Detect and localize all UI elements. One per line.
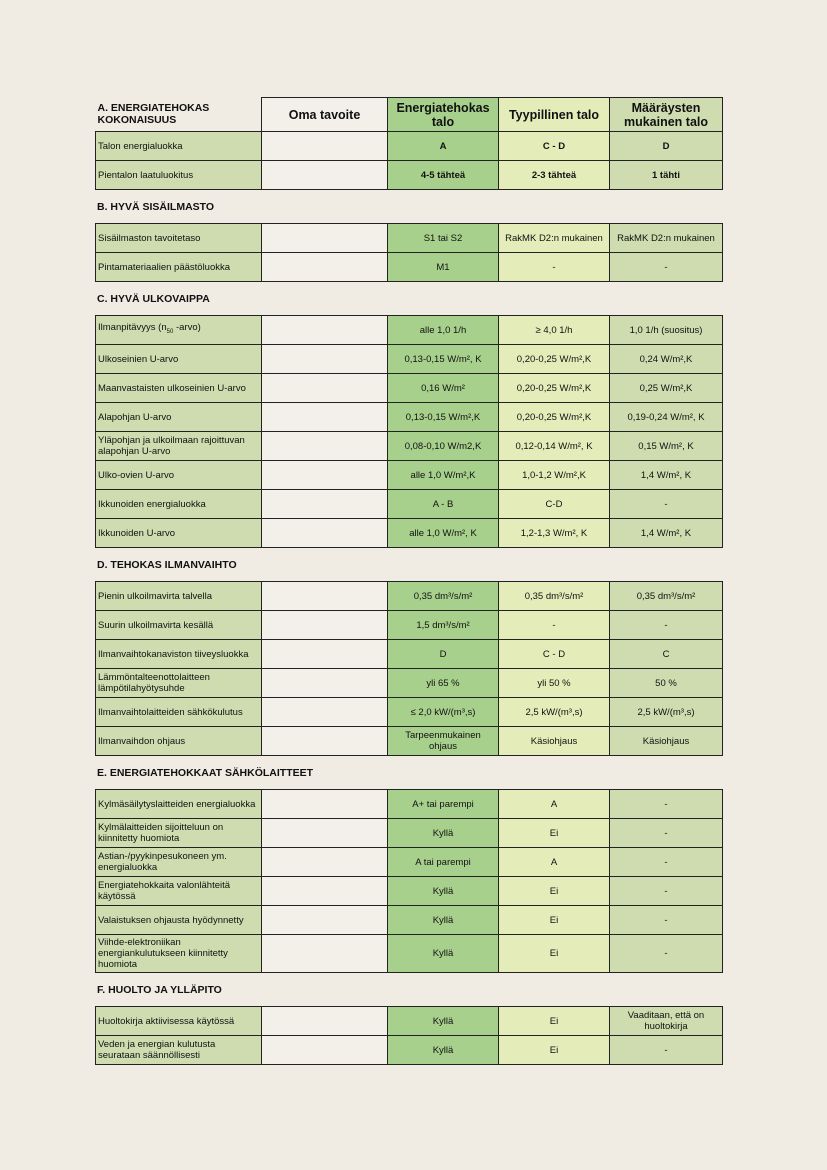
- own-target-cell[interactable]: [262, 790, 388, 819]
- row-label: Alapohjan U-arvo: [96, 403, 262, 432]
- regulation-value: 0,19-0,24 W/m², K: [610, 403, 723, 432]
- regulation-value: -: [610, 819, 723, 848]
- regulation-value: 0,24 W/m²,K: [610, 345, 723, 374]
- row-label: Kylmälaitteiden sijoitteluun on kiinnitetty huomiota: [96, 819, 262, 848]
- own-target-cell[interactable]: [262, 669, 388, 698]
- efficient-value: 1,5 dm³/s/m²: [388, 611, 499, 640]
- row-label-subscript: 50: [166, 328, 174, 335]
- efficient-value: alle 1,0 W/m²,K: [388, 461, 499, 490]
- column-header-typical-house: Tyypillinen talo: [499, 98, 610, 132]
- table-row: [96, 640, 723, 669]
- regulation-value: 0,35 dm³/s/m²: [610, 582, 723, 611]
- efficient-value: 0,16 W/m²: [388, 374, 499, 403]
- column-header-regulation-house: Määräysten mukainen talo: [610, 98, 723, 132]
- own-target-cell[interactable]: [262, 1007, 388, 1036]
- regulation-value: 50 %: [610, 669, 723, 698]
- row-label: Pintamateriaalien päästöluokka: [96, 253, 262, 282]
- table-row: [96, 582, 723, 611]
- section-a-title: A. ENERGIATEHOKAS KOKONAISUUS: [96, 98, 262, 132]
- regulation-value: 0,25 W/m²,K: [610, 374, 723, 403]
- typical-value: A: [499, 790, 610, 819]
- own-target-cell[interactable]: [262, 906, 388, 935]
- own-target-cell[interactable]: [262, 161, 388, 190]
- regulation-value: -: [610, 611, 723, 640]
- energy-comparison-page: [95, 97, 722, 1065]
- row-label: Suurin ulkoilmavirta kesällä: [96, 611, 262, 640]
- row-label: Huoltokirja aktiivisessa käytössä: [96, 1007, 262, 1036]
- regulation-value: C: [610, 640, 723, 669]
- section-e-title: E. ENERGIATEHOKKAAT SÄHKÖLAITTEET: [97, 767, 314, 779]
- table-row: [96, 345, 723, 374]
- table-row: [96, 519, 723, 548]
- row-label: Veden ja energian kulutusta seurataan säännöllisesti: [96, 1036, 262, 1065]
- own-target-cell[interactable]: [262, 519, 388, 548]
- typical-value: 1,2-1,3 W/m², K: [499, 519, 610, 548]
- own-target-cell[interactable]: [262, 848, 388, 877]
- efficient-value: Kyllä: [388, 819, 499, 848]
- section-d-title: D. TEHOKAS ILMANVAIHTO: [97, 559, 237, 571]
- efficient-value: M1: [388, 253, 499, 282]
- typical-value: Ei: [499, 819, 610, 848]
- table-row: [96, 906, 723, 935]
- table-row: [96, 819, 723, 848]
- regulation-value: -: [610, 848, 723, 877]
- efficient-value: Kyllä: [388, 1036, 499, 1065]
- typical-value: Ei: [499, 906, 610, 935]
- regulation-value: RakMK D2:n mukainen: [610, 224, 723, 253]
- row-label: Ikkunoiden U-arvo: [96, 519, 262, 548]
- typical-value: Ei: [499, 935, 610, 973]
- efficient-value: 0,13-0,15 W/m², K: [388, 345, 499, 374]
- efficient-value: yli 65 %: [388, 669, 499, 698]
- regulation-value: D: [610, 132, 723, 161]
- efficient-value: S1 tai S2: [388, 224, 499, 253]
- efficient-value: A tai parempi: [388, 848, 499, 877]
- own-target-cell[interactable]: [262, 374, 388, 403]
- row-label: Energiatehokkaita valonlähteitä käytössä: [96, 877, 262, 906]
- regulation-value: -: [610, 1036, 723, 1065]
- regulation-value: Vaaditaan, että on huoltokirja: [610, 1007, 723, 1036]
- own-target-cell[interactable]: [262, 877, 388, 906]
- table-row: [96, 1036, 723, 1065]
- efficient-value: Kyllä: [388, 906, 499, 935]
- column-header-own-target: Oma tavoite: [262, 98, 388, 132]
- row-label-text-end: -arvo): [173, 322, 201, 334]
- table-row: [96, 161, 723, 190]
- section-b-table: [95, 223, 723, 282]
- efficient-value: 0,08-0,10 W/m2,K: [388, 432, 499, 461]
- own-target-cell[interactable]: [262, 935, 388, 973]
- row-label: Pienin ulkoilmavirta talvella: [96, 582, 262, 611]
- table-row: [96, 935, 723, 973]
- typical-value: Ei: [499, 1007, 610, 1036]
- own-target-cell[interactable]: [262, 316, 388, 345]
- efficient-value: Kyllä: [388, 1007, 499, 1036]
- regulation-value: -: [610, 253, 723, 282]
- table-row: [96, 132, 723, 161]
- own-target-cell[interactable]: [262, 490, 388, 519]
- typical-value: 0,35 dm³/s/m²: [499, 582, 610, 611]
- regulation-value: 1 tähti: [610, 161, 723, 190]
- row-label: Ulko-ovien U-arvo: [96, 461, 262, 490]
- efficient-value: 0,13-0,15 W/m²,K: [388, 403, 499, 432]
- row-label: Ilmanvaihtokanaviston tiiveysluokka: [96, 640, 262, 669]
- header-row: [96, 98, 723, 132]
- row-label: Kylmäsäilytyslaitteiden energialuokka: [96, 790, 262, 819]
- typical-value: RakMK D2:n mukainen: [499, 224, 610, 253]
- typical-value: Käsiohjaus: [499, 727, 610, 756]
- own-target-cell[interactable]: [262, 461, 388, 490]
- row-label: Astian-/pyykinpesukoneen ym. energialuokka: [96, 848, 262, 877]
- own-target-cell[interactable]: [262, 582, 388, 611]
- row-label: [96, 316, 262, 345]
- table-row: [96, 611, 723, 640]
- efficient-value: 0,35 dm³/s/m²: [388, 582, 499, 611]
- table-row: [96, 1007, 723, 1036]
- table-row: [96, 698, 723, 727]
- section-c-title: C. HYVÄ ULKOVAIPPA: [97, 293, 210, 305]
- own-target-cell[interactable]: [262, 132, 388, 161]
- typical-value: 2-3 tähteä: [499, 161, 610, 190]
- own-target-cell[interactable]: [262, 640, 388, 669]
- typical-value: C-D: [499, 490, 610, 519]
- typical-value: 0,20-0,25 W/m²,K: [499, 374, 610, 403]
- column-header-efficient-house: Energiatehokas talo: [388, 98, 499, 132]
- own-target-cell[interactable]: [262, 432, 388, 461]
- efficient-value: ≤ 2,0 kW/(m³,s): [388, 698, 499, 727]
- row-label: Valaistuksen ohjausta hyödynnetty: [96, 906, 262, 935]
- own-target-cell[interactable]: [262, 819, 388, 848]
- table-row: [96, 403, 723, 432]
- table-row: [96, 224, 723, 253]
- typical-value: -: [499, 253, 610, 282]
- own-target-cell[interactable]: [262, 1036, 388, 1065]
- regulation-value: -: [610, 935, 723, 973]
- table-row: [96, 316, 723, 345]
- section-f-title: F. HUOLTO JA YLLÄPITO: [97, 984, 222, 996]
- table-row: [96, 253, 723, 282]
- table-row: [96, 848, 723, 877]
- row-label: Pientalon laatuluokitus: [96, 161, 262, 190]
- row-label-text: Ilmanpitävyys (n: [98, 322, 167, 334]
- regulation-value: 1,4 W/m², K: [610, 461, 723, 490]
- own-target-cell[interactable]: [262, 727, 388, 756]
- table-row: [96, 490, 723, 519]
- efficient-value: 4-5 tähteä: [388, 161, 499, 190]
- typical-value: 1,0-1,2 W/m²,K: [499, 461, 610, 490]
- efficient-value: Tarpeenmukainen ohjaus: [388, 727, 499, 756]
- regulation-value: -: [610, 906, 723, 935]
- typical-value: yli 50 %: [499, 669, 610, 698]
- regulation-value: Käsiohjaus: [610, 727, 723, 756]
- regulation-value: -: [610, 490, 723, 519]
- table-row: [96, 790, 723, 819]
- section-f-table: [95, 1006, 723, 1065]
- own-target-cell[interactable]: [262, 403, 388, 432]
- own-target-cell[interactable]: [262, 224, 388, 253]
- regulation-value: 2,5 kW/(m³,s): [610, 698, 723, 727]
- row-label: Viihde-elektroniikan energiankulutukseen kiinnitetty huomiota: [96, 935, 262, 973]
- table-row: [96, 461, 723, 490]
- own-target-cell[interactable]: [262, 253, 388, 282]
- typical-value: 2,5 kW/(m³,s): [499, 698, 610, 727]
- typical-value: ≥ 4,0 1/h: [499, 316, 610, 345]
- efficient-value: alle 1,0 W/m², K: [388, 519, 499, 548]
- regulation-value: 1,0 1/h (suositus): [610, 316, 723, 345]
- typical-value: C - D: [499, 132, 610, 161]
- efficient-value: Kyllä: [388, 935, 499, 973]
- typical-value: 0,12-0,14 W/m², K: [499, 432, 610, 461]
- efficient-value: alle 1,0 1/h: [388, 316, 499, 345]
- table-row: [96, 432, 723, 461]
- typical-value: 0,20-0,25 W/m²,K: [499, 345, 610, 374]
- row-label: Ilmanvaihdon ohjaus: [96, 727, 262, 756]
- row-label: Yläpohjan ja ulkoilmaan rajoittuvan alapohjan U-arvo: [96, 432, 262, 461]
- efficient-value: A: [388, 132, 499, 161]
- typical-value: -: [499, 611, 610, 640]
- section-a-table: [95, 97, 723, 190]
- regulation-value: -: [610, 790, 723, 819]
- row-label: Ikkunoiden energialuokka: [96, 490, 262, 519]
- efficient-value: Kyllä: [388, 877, 499, 906]
- typical-value: 0,20-0,25 W/m²,K: [499, 403, 610, 432]
- typical-value: Ei: [499, 1036, 610, 1065]
- typical-value: Ei: [499, 877, 610, 906]
- typical-value: C - D: [499, 640, 610, 669]
- table-row: [96, 669, 723, 698]
- row-label: Ulkoseinien U-arvo: [96, 345, 262, 374]
- own-target-cell[interactable]: [262, 611, 388, 640]
- row-label: Ilmanvaihtolaitteiden sähkökulutus: [96, 698, 262, 727]
- section-c-table: [95, 315, 723, 548]
- own-target-cell[interactable]: [262, 345, 388, 374]
- row-label: Lämmöntalteenottolaitteen lämpötilahyötysuhde: [96, 669, 262, 698]
- regulation-value: -: [610, 877, 723, 906]
- row-label: Sisäilmaston tavoitetaso: [96, 224, 262, 253]
- row-label: Maanvastaisten ulkoseinien U-arvo: [96, 374, 262, 403]
- own-target-cell[interactable]: [262, 698, 388, 727]
- table-row: [96, 727, 723, 756]
- table-row: [96, 877, 723, 906]
- regulation-value: 0,15 W/m², K: [610, 432, 723, 461]
- regulation-value: 1,4 W/m², K: [610, 519, 723, 548]
- section-d-table: [95, 581, 723, 756]
- typical-value: A: [499, 848, 610, 877]
- table-row: [96, 374, 723, 403]
- section-e-table: [95, 789, 723, 973]
- efficient-value: D: [388, 640, 499, 669]
- efficient-value: A+ tai parempi: [388, 790, 499, 819]
- section-b-title: B. HYVÄ SISÄILMASTO: [97, 201, 215, 213]
- row-label: Talon energialuokka: [96, 132, 262, 161]
- efficient-value: A - B: [388, 490, 499, 519]
